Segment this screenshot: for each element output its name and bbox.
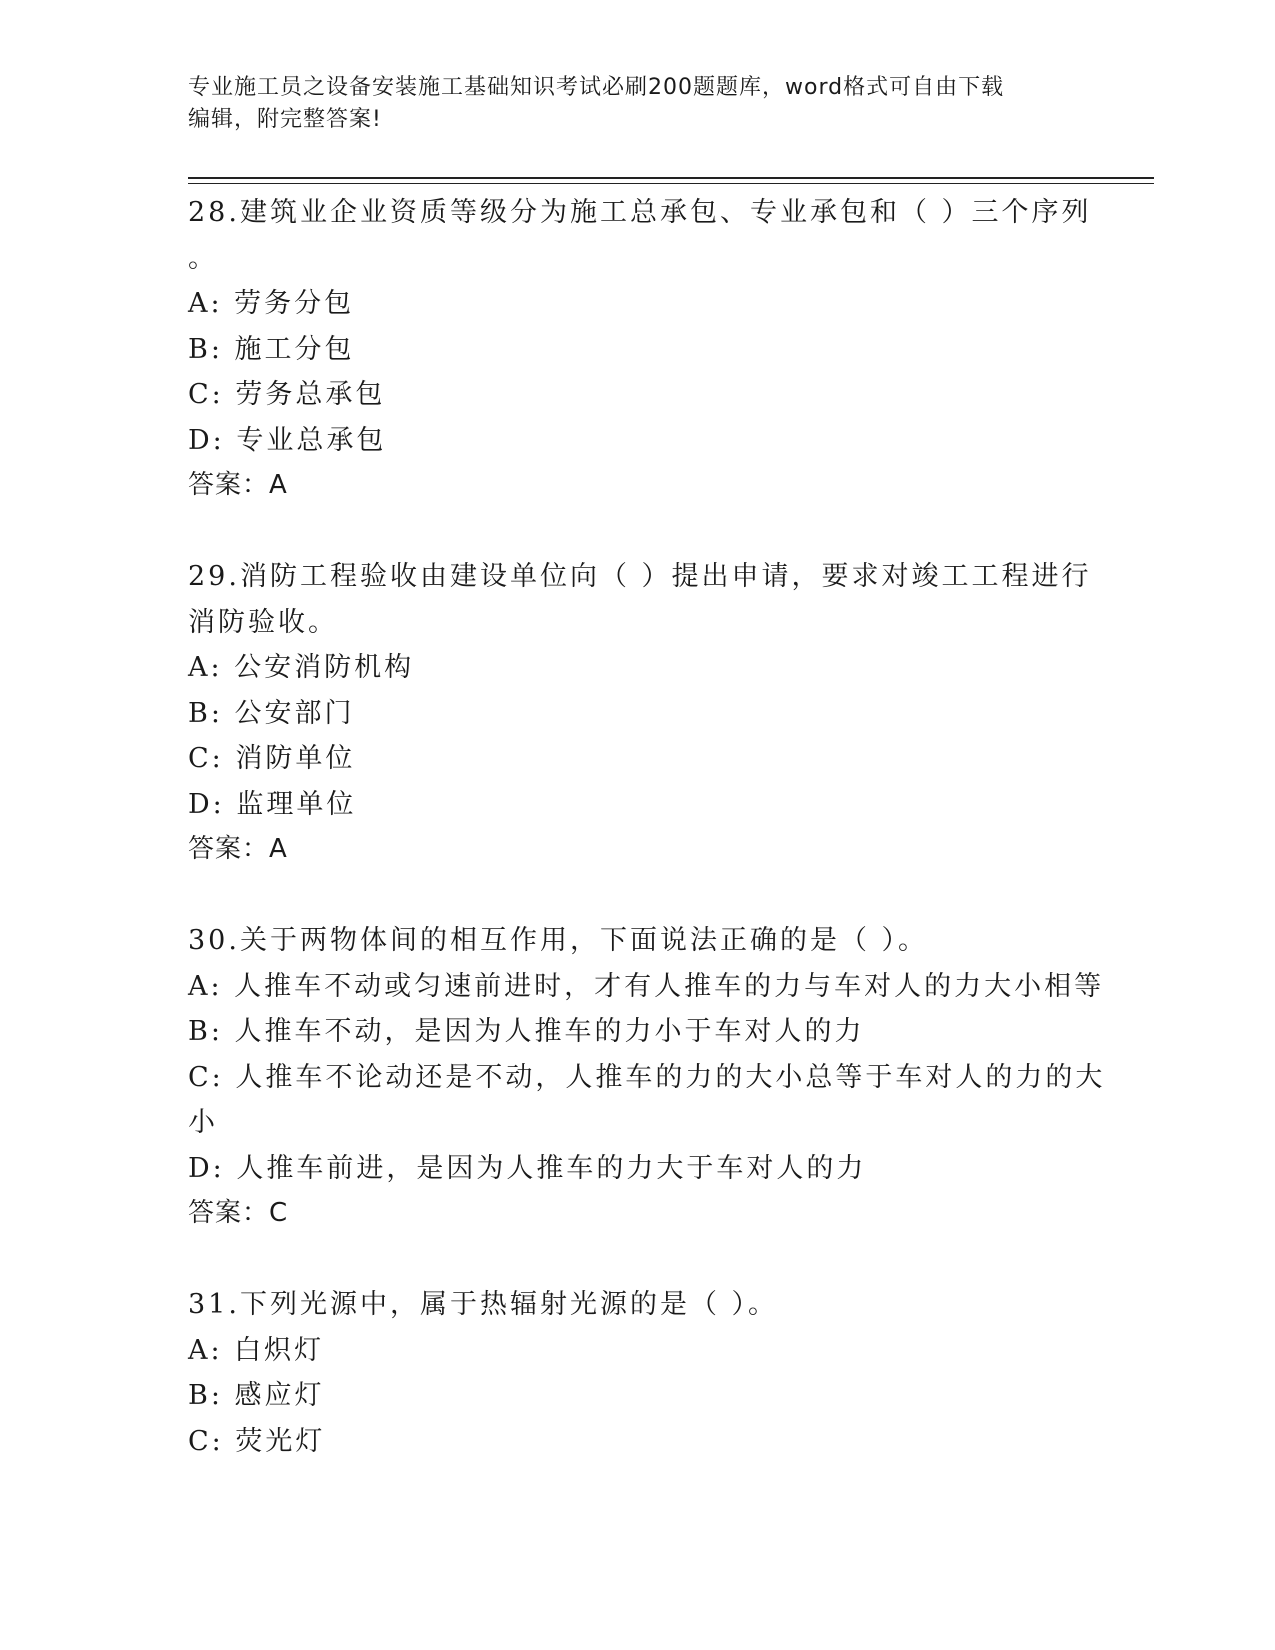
header-divider-thick (188, 177, 1154, 179)
question-stem: 消防验收。 (188, 606, 338, 638)
question-30 (188, 918, 1106, 1237)
question-stem: 。 (188, 242, 218, 274)
document-header (188, 72, 1068, 136)
option-d: D: 人推车前进，是因为人推车的力大于车对人的力 (188, 1152, 867, 1184)
question-stem: 30.关于两物体间的相互作用，下面说法正确的是（ ）。 (188, 925, 929, 956)
option-d: D: 专业总承包 (188, 424, 387, 456)
answer-line: 答案：C (188, 1198, 289, 1228)
option-a: A: 白炽灯 (188, 1334, 325, 1366)
spacer (188, 873, 1088, 919)
question-stem: 28.建筑业企业资质等级分为施工总承包、专业承包和（ ）三个序列 (188, 197, 1092, 228)
answer-line: 答案：A (188, 470, 288, 500)
option-d: D: 监理单位 (188, 788, 357, 820)
option-c: C: 劳务总承包 (188, 379, 386, 410)
answer-line: 答案：A (188, 834, 288, 864)
header-line: 编辑，附完整答案! (188, 107, 382, 132)
option-a: A: 劳务分包 (188, 288, 355, 319)
spacer (188, 1237, 1088, 1283)
option-b: B: 施工分包 (188, 333, 355, 365)
header-line: 专业施工员之设备安装施工基础知识考试必刷200题题库，word格式可自由下载 (188, 75, 1005, 100)
question-stem: 29.消防工程验收由建设单位向（ ）提出申请，要求对竣工工程进行 (188, 561, 1092, 592)
option-c: C: 人推车不论动还是不动，人推车的力的大小总等于车对人的力的大 (188, 1061, 1106, 1093)
question-list (188, 190, 1106, 1464)
option-b: B: 公安部门 (188, 697, 355, 729)
option-c: C: 消防单位 (188, 743, 356, 774)
question-31 (188, 1282, 1088, 1464)
option-b: B: 人推车不动，是因为人推车的力小于车对人的力 (188, 1016, 865, 1047)
question-28 (188, 190, 1092, 509)
option-a: A: 人推车不动或匀速前进时，才有人推车的力与车对人的力大小相等 (188, 970, 1105, 1002)
option-c: C: 荧光灯 (188, 1425, 326, 1457)
question-stem: 31.下列光源中，属于热辐射光源的是（ ）。 (188, 1289, 779, 1320)
option-c-continued: 小 (188, 1107, 218, 1138)
option-b: B: 感应灯 (188, 1380, 325, 1411)
question-29 (188, 554, 1092, 873)
option-a: A: 公安消防机构 (188, 652, 415, 683)
spacer (188, 509, 1088, 555)
header-divider-thin (188, 183, 1154, 184)
